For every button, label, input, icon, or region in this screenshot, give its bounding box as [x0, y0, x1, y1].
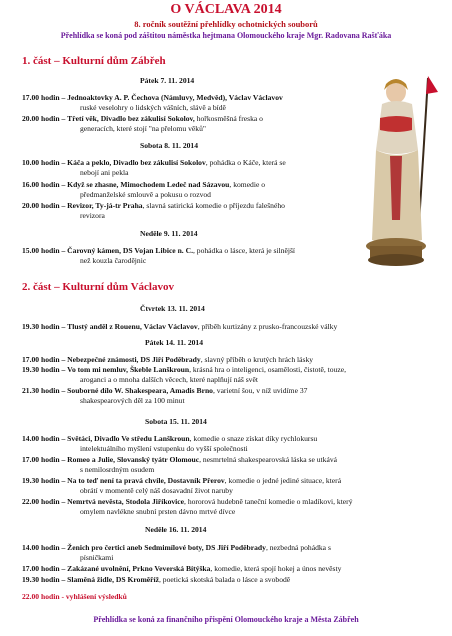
event-item [22, 246, 362, 265]
event-time: 21.30 hodin – [22, 386, 66, 395]
footer-funding: Přehlídka se koná za finančního přispění Olomouckého kraje a Města Zábřeh [93, 615, 359, 624]
event-item [22, 114, 362, 133]
event-time: 20.00 hodin – [22, 114, 66, 123]
event-desc: , krásná hra o inteligenci, osamělosti, čistotě, touze, [189, 365, 347, 374]
event-desc-cont: omylem navlékne snubní prsten dávno mrtvé dívce [80, 506, 236, 516]
event-item [22, 322, 422, 332]
event-name: Souborné dílo W. Shakespeara, Amadis Brno [67, 386, 213, 395]
event-desc-cont: písničkami [80, 552, 114, 562]
day-header: Pátek 14. 11. 2014 [145, 338, 204, 347]
event-desc-cont: nebojí ani pekla [80, 167, 129, 177]
day-header: Čtvrtek 13. 11. 2014 [140, 304, 205, 313]
day-header: Neděle 9. 11. 2014 [140, 229, 198, 238]
event-desc-cont: intelektuálního myšlení vstupenku do vyšší společnosti [80, 443, 248, 453]
event-item [22, 355, 422, 365]
event-time: 17.00 hodin – [22, 355, 66, 364]
event-item [22, 497, 422, 516]
event-name: Když se zhasne, Mimochodem Ledeč nad Sázavou [67, 180, 230, 189]
event-name: Zakázané uvolnění, Prkno Veverská Bítýška [67, 564, 211, 573]
event-desc: , nezbedná pohádka s [265, 543, 331, 552]
event-desc: , slavný příběh o krutých hrách lásky [200, 355, 314, 364]
event-name: Slaměná židle, DS Kroměříž [67, 575, 159, 584]
event-item [22, 386, 422, 405]
event-time: 19.30 hodin – [22, 575, 66, 584]
event-desc-cont: předmanželské smlouvě a pokusu o rozvod [80, 189, 211, 199]
event-time: 19.30 hodin – [22, 322, 66, 331]
event-desc-cont: shakespearových děl za 100 minut [80, 395, 185, 405]
event-name: Revizor, Ty-já-tr Praha [67, 201, 143, 210]
event-desc: , slavná satirická komedie o příjezdu falešného [142, 201, 285, 210]
event-name: Romeo a Julie, Slovanský tyátr Olomouc [67, 455, 200, 464]
event-time: 10.00 hodin – [22, 158, 66, 167]
event-name: Nebezpečné známosti, DS Jiří Poděbrady [67, 355, 201, 364]
event-time: 19.30 hodin – [22, 476, 66, 485]
event-desc: , komedie o snaze získat díky rychlokursu [189, 434, 318, 443]
event-item [22, 476, 422, 495]
saint-statue-image [362, 70, 442, 270]
event-desc: , varietní šou, v níž uvidíme 37 [212, 386, 308, 395]
event-time: 14.00 hodin – [22, 434, 66, 443]
event-desc: , nesmrtelná shakespearovská láska se utkává [199, 455, 337, 464]
event-desc: , komedie o jedné jediné situace, která [224, 476, 342, 485]
event-item [22, 93, 362, 112]
part2-heading: 2. část – Kulturní dům Václavov [22, 281, 174, 293]
event-name: Čarovný kámen, DS Vojan Libice n. C. [67, 246, 193, 255]
event-name: Tlustý anděl z Rouenu, Václav Václavov [67, 322, 198, 331]
day-header: Sobota 8. 11. 2014 [140, 141, 199, 150]
event-desc-cont: revizora [80, 210, 105, 220]
event-time: 22.00 hodin – [22, 497, 66, 506]
event-time: 14.00 hodin – [22, 543, 66, 552]
event-desc: , hororová hudebně taneční komedie o mladíkovi, který [184, 497, 353, 506]
event-name: Káča a peklo, Divadlo bez zákulisí Sokolov [67, 158, 206, 167]
event-item [22, 575, 422, 585]
event-name: Na to teď není ta pravá chvíle, Dostavník Přerov [67, 476, 225, 485]
event-name: Vo tom mi nemluv, Škeble Lanškroun [67, 365, 190, 374]
event-time: 19.30 hodin – [22, 365, 66, 374]
event-desc-cont: generacích, které stojí "na přelomu věků" [80, 123, 206, 133]
event-item [22, 365, 422, 384]
event-name: Jednoaktovky A. P. Čechova (Námluvy, Medvěd), Václav Václavov [67, 93, 283, 102]
event-name: Třetí věk, Divadlo bez zákulisí Sokolov, [67, 114, 195, 123]
event-item [22, 543, 422, 562]
event-desc-cont: obrátí v momentě celý náš dosavadní život naruby [80, 485, 233, 495]
event-desc: hořkosměšná freska o [194, 114, 263, 123]
event-desc: , poetická skotská balada o lásce a svobodě [159, 575, 291, 584]
day-header: Neděle 16. 11. 2014 [145, 525, 207, 534]
event-time: 15.00 hodin – [22, 246, 66, 255]
event-desc-cont: než kouzla čarodějnic [80, 255, 147, 265]
event-desc-cont: aroganci a o mnoha dalších věcech, které naplňují náš svět [80, 374, 258, 384]
event-time: 17.00 hodin – [22, 564, 66, 573]
part1-heading: 1. část – Kulturní dům Zábřeh [22, 55, 166, 67]
page-subtitle: 8. ročník soutěžní přehlídky ochotnických souborů [134, 19, 318, 29]
event-desc: , komedie o [229, 180, 266, 189]
event-time: 20.00 hodin – [22, 201, 66, 210]
event-time: 17.00 hodin – [22, 455, 66, 464]
event-desc: , komedie, která spojí hokej a únos nevěsty [210, 564, 342, 573]
event-item [22, 201, 362, 220]
event-item [22, 564, 422, 574]
event-desc-cont: s nemilosrdným osudem [80, 464, 155, 474]
event-desc: , příběh kurtizány z prusko-francouzské války [197, 322, 338, 331]
event-item [22, 455, 422, 474]
event-item [22, 158, 362, 177]
event-name: Světáci, Divadlo Ve středu Lanškroun [67, 434, 190, 443]
event-time: 17.00 hodin – [22, 93, 66, 102]
event-name: Ženich pro čertici aneb Sedmimílové boty, DS Jiří Poděbrady [67, 543, 266, 552]
event-time: 16.00 hodin – [22, 180, 66, 189]
day-header: Pátek 7. 11. 2014 [140, 76, 195, 85]
event-desc-cont: ruské veselohry o lidských vášních, slávě a bídě [80, 102, 226, 112]
day-header: Sobota 15. 11. 2014 [145, 417, 207, 426]
event-name: Nemrtvá nevěsta, Stodola Jiříkovice [67, 497, 185, 506]
event-desc: , pohádka o lásce, která je silnější [192, 246, 296, 255]
patronage-line: Přehlídka se koná pod záštitou náměstka hejtmana Olomouckého kraje Mgr. Radovana Rašťáka [60, 31, 392, 40]
event-item [22, 180, 362, 199]
page-title: O VÁCLAVA 2014 [170, 2, 282, 17]
event-item [22, 434, 422, 453]
event-desc: , pohádka o Káče, která se [205, 158, 286, 167]
results-announcement: 22.00 hodin - vyhlášení výsledků [22, 592, 127, 601]
